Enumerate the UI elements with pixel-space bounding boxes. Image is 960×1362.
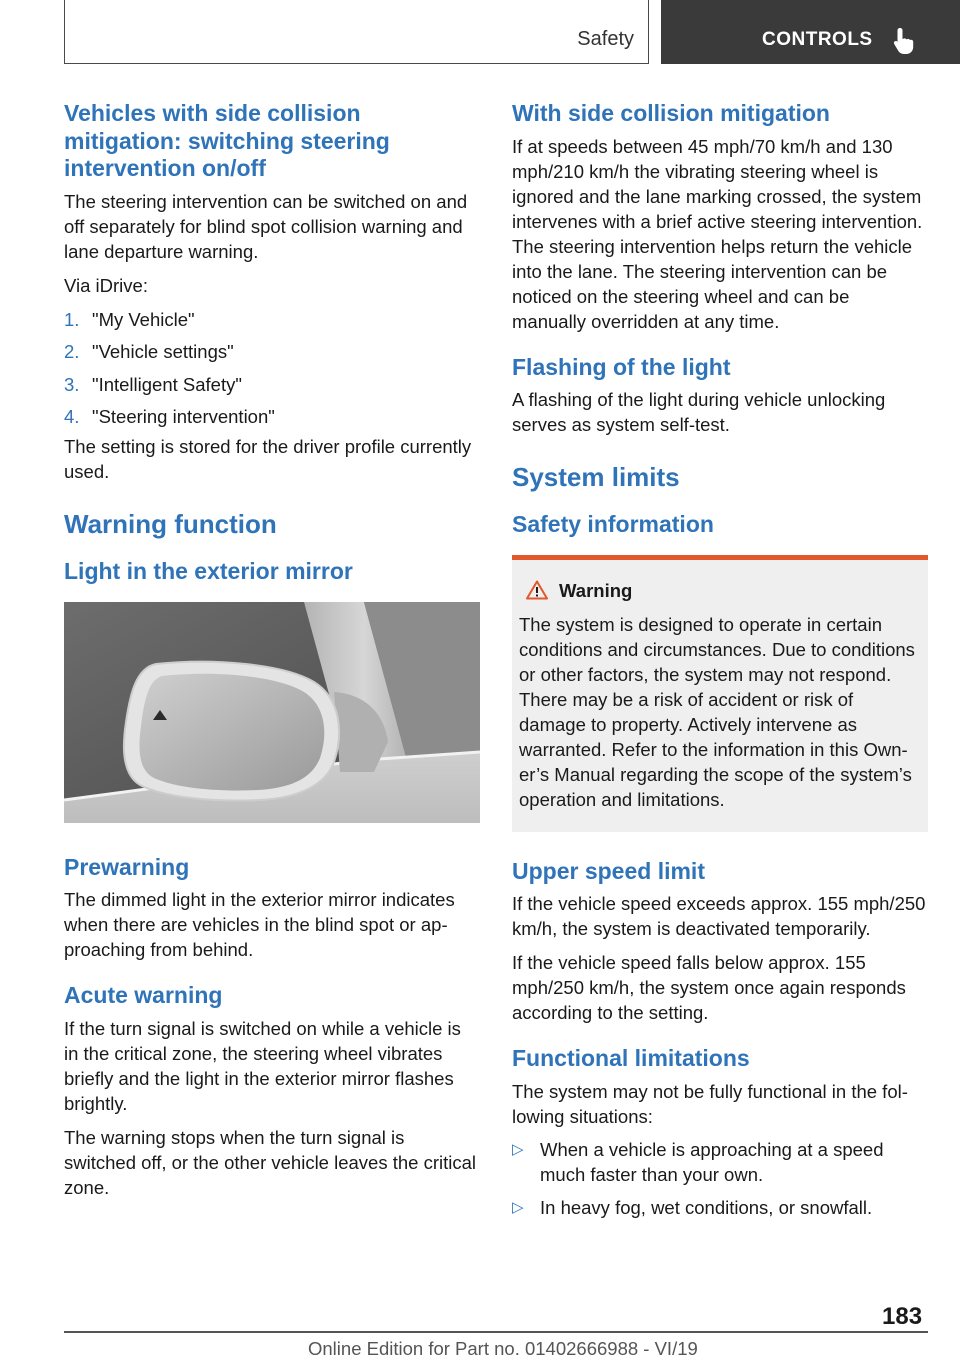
right-column [512, 100, 928, 1228]
list-item [64, 404, 480, 429]
list-item [512, 1137, 928, 1187]
heading-side-collision: With side collision mitigation [512, 100, 830, 126]
text-upper-speed-1: If the vehicle speed exceeds approx. 155 mph/250 km/h, the system is deactivated temporarily. [512, 893, 926, 939]
step-text: "Steering intervention" [92, 406, 275, 427]
step-number: 3. [64, 373, 80, 395]
list-item [64, 307, 480, 332]
heading-warning-function: Warning function [64, 509, 277, 539]
step-number: 2. [64, 341, 80, 362]
header-chapter-box [661, 0, 960, 64]
text-via-idrive: Via iDrive: [64, 274, 148, 296]
triangle-bullet-icon: ▷ [512, 1140, 524, 1158]
heading-functional-limitations: Functional limitations [512, 1045, 750, 1071]
header-section-title: Safety [577, 28, 634, 50]
text-upper-speed-2: If the vehicle speed falls below approx. 155 mph/250 km/h, the system once again responds according to the setting. [512, 952, 906, 1023]
footer-divider [64, 1331, 928, 1333]
step-text: "Intelligent Safety" [92, 373, 242, 395]
text-warning-stops: The warning stops when the turn signal is switched off, or the other vehicle leaves the critical zone. [64, 1126, 477, 1198]
text-prewarning: The dimmed light in the exterior mirror indicates when there are vehicles in the blind spot or approaching from behind. [64, 889, 455, 960]
left-column [64, 100, 480, 1200]
heading-upper-speed-limit: Upper speed limit [512, 857, 705, 884]
heading-flashing-light: Flashing of the light [512, 353, 731, 380]
header-chapter-title: CONTROLS [762, 29, 873, 50]
text-side-collision: If at speeds between 45 mph/70 km/h and 130 mph/210 km/h the vibrating steering wheel is ignored and the lane marking crossed, the system intervenes with a brief active steering intervention. The steering intervention helps return the vehicle into the lane. The steering intervention can be noticed on the steering wheel and can be manually overridden at any time. [512, 135, 923, 332]
footer-edition: Online Edition for Part no. 01402666988 - VI/19 [308, 1338, 698, 1359]
heading-safety-information: Safety information [512, 511, 714, 537]
warning-triangle-icon [526, 580, 548, 600]
heading-prewarning: Prewarning [64, 853, 190, 880]
warning-text: The system is designed to operate in certain conditions and circumstances. Due to conditions or other factors, the system may not respond. There may be a risk of accident or risk of damage to property. Actively intervene as warranted. Refer to the information in this Owner’s Manual regarding the scope of the system’s operation and limitations. [519, 613, 915, 810]
page-header [64, 0, 960, 64]
text-switch-steering: The steering intervention can be switched on and off separately for blind spot collision warning and lane departure warning. [64, 190, 468, 262]
step-text: "Vehicle settings" [92, 341, 234, 362]
header-section-box [64, 0, 649, 64]
idrive-steps [64, 307, 480, 430]
heading-system-limits: System limits [512, 462, 680, 492]
warning-header [519, 580, 922, 608]
bullet-text: In heavy fog, wet conditions, or snowfall. [540, 1196, 873, 1218]
exterior-mirror-illustration [64, 602, 480, 823]
text-setting-stored: The setting is stored for the driver profile currently used. [64, 436, 472, 482]
step-number: 1. [64, 308, 80, 330]
hand-pointer-icon [891, 26, 919, 56]
warning-title: Warning [559, 579, 633, 601]
step-text: "My Vehicle" [92, 308, 195, 330]
warning-box [512, 555, 928, 832]
triangle-bullet-icon: ▷ [512, 1198, 524, 1216]
step-number: 4. [64, 406, 80, 427]
page-number: 183 [882, 1303, 923, 1330]
list-item [64, 339, 480, 364]
list-item [512, 1195, 928, 1220]
text-flashing-light: A flashing of the light during vehicle unlocking serves as system self-test. [512, 389, 886, 435]
text-functional-limitations: The system may not be fully functional in the following situations: [512, 1080, 908, 1127]
heading-light-exterior-mirror: Light in the exterior mirror [64, 558, 353, 584]
heading-acute-warning: Acute warning [64, 982, 223, 1008]
heading-switch-steering: Vehicles with side collision mitigation: switching steering intervention on/off [64, 100, 390, 181]
limitations-list [512, 1137, 928, 1220]
bullet-text: When a vehicle is approaching at a speed much faster than your own. [540, 1138, 884, 1185]
text-acute-warning: If the turn signal is switched on while a vehicle is in the critical zone, the steering wheel vibrates briefly and the light in the exterior mirror flashes brightly. [64, 1017, 461, 1114]
list-item [64, 372, 480, 397]
